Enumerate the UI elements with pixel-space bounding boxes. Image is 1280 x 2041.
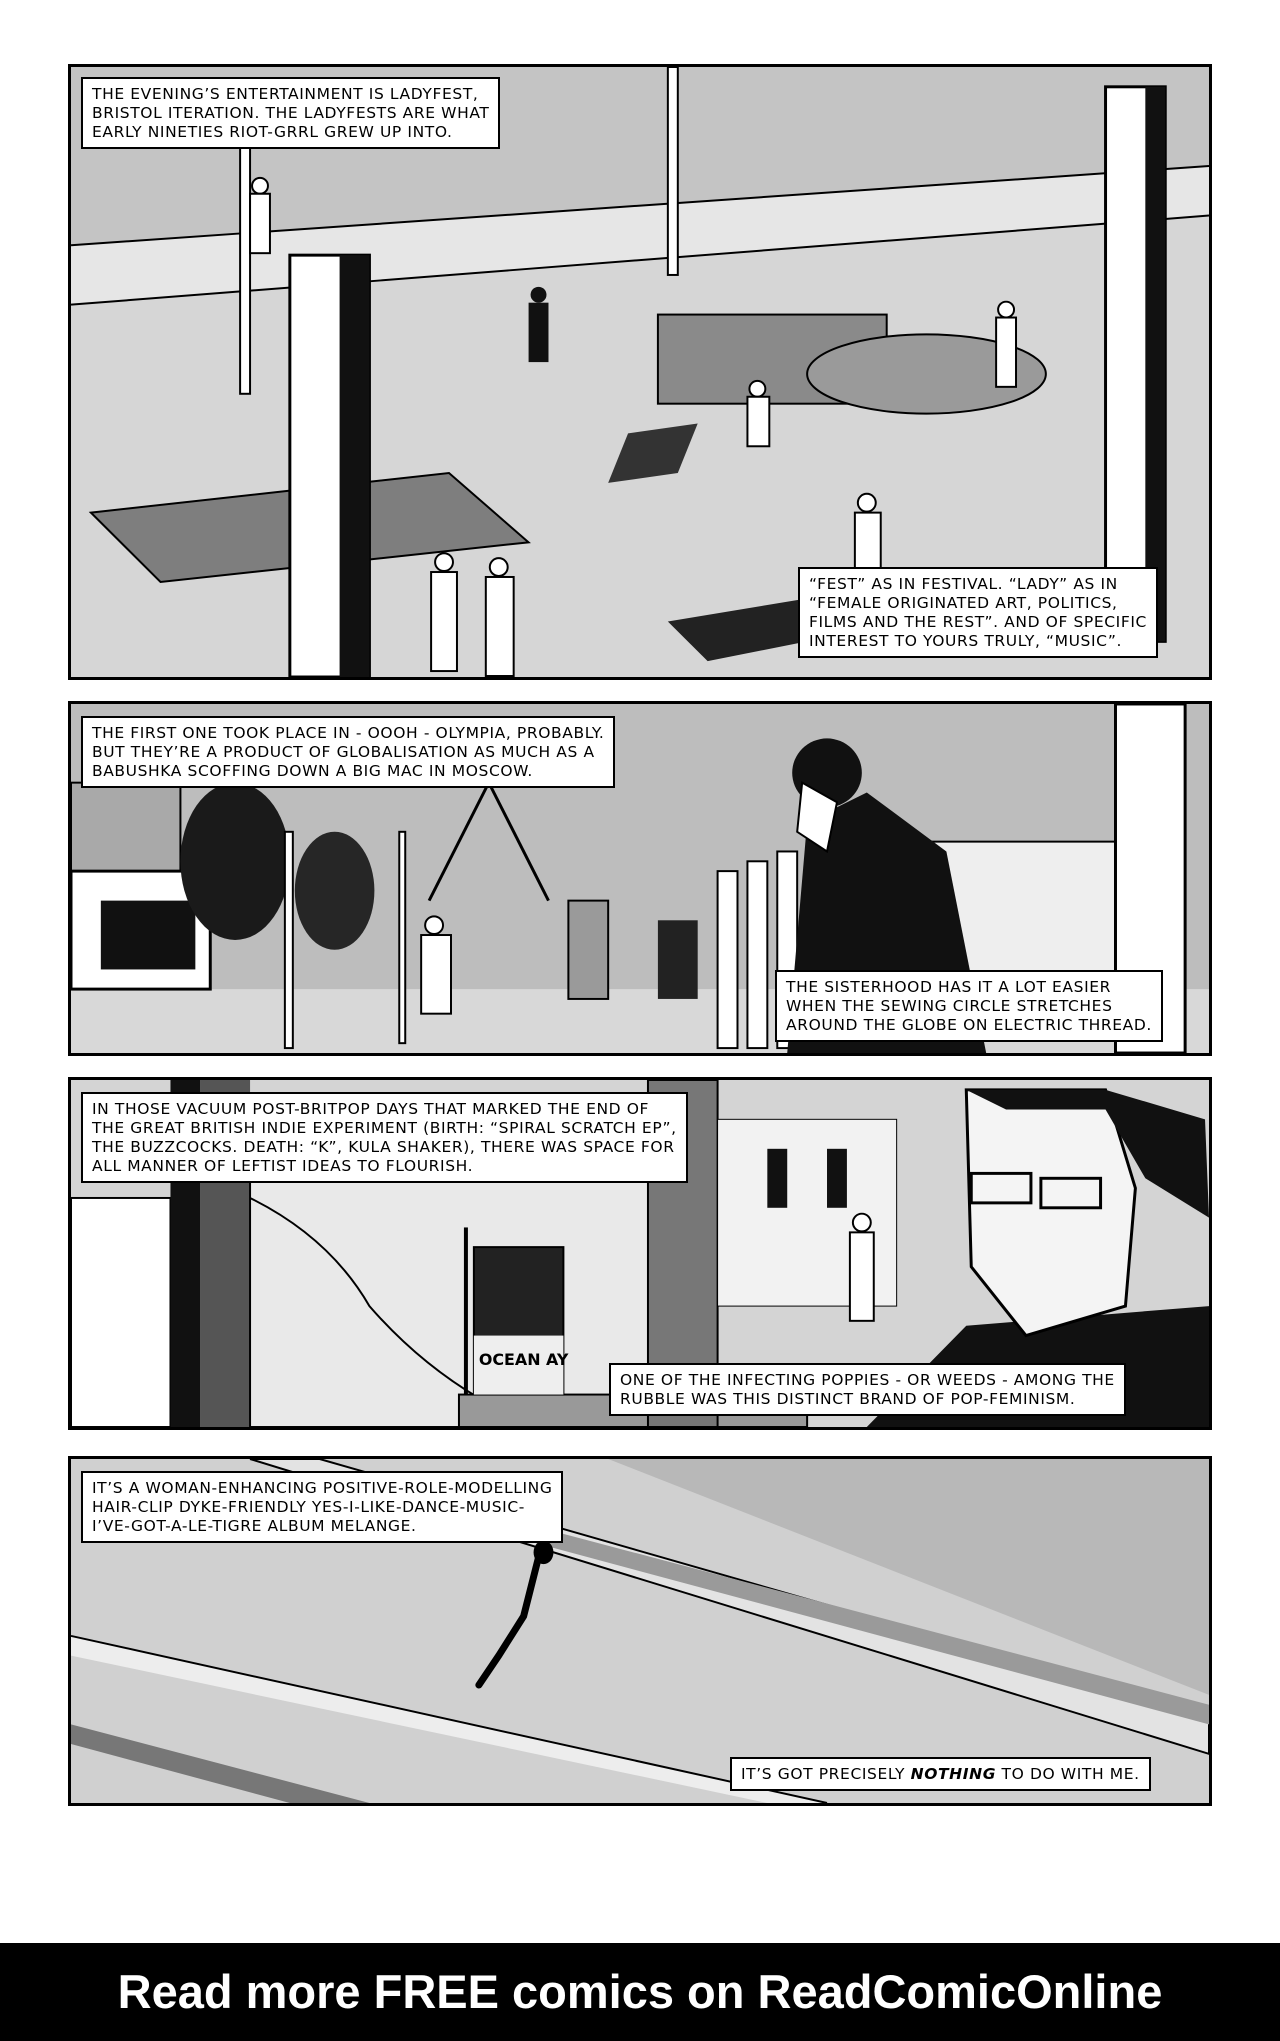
comic-panel-3 bbox=[68, 1077, 1212, 1430]
comic-panel-1 bbox=[68, 64, 1212, 680]
caption-line: THE SISTERHOOD HAS IT A LOT EASIER bbox=[786, 978, 1112, 996]
caption-line bbox=[741, 1765, 1140, 1784]
caption-text-post: TO DO WITH ME. bbox=[996, 1765, 1140, 1783]
caption-line: BRISTOL ITERATION. THE LADYFESTS ARE WHAT bbox=[92, 104, 490, 122]
caption-line: ALL MANNER OF LEFTIST IDEAS TO FLOURISH. bbox=[92, 1157, 474, 1175]
caption-line: ONE OF THE INFECTING POPPIES - OR WEEDS - AMONG THE bbox=[620, 1371, 1115, 1389]
panel-1-caption-1 bbox=[81, 77, 500, 149]
poster-text: OCEAN AY bbox=[478, 1350, 569, 1370]
comic-panel-4 bbox=[68, 1456, 1212, 1806]
caption-line: THE EVENING’S ENTERTAINMENT IS LADYFEST, bbox=[92, 85, 479, 103]
caption-line: IT’S A WOMAN-ENHANCING POSITIVE-ROLE-MODELLING bbox=[92, 1479, 553, 1497]
caption-line: BUT THEY’RE A PRODUCT OF GLOBALISATION AS MUCH AS A bbox=[92, 743, 595, 761]
panel-3-caption-1 bbox=[81, 1092, 688, 1183]
caption-line: IN THOSE VACUUM POST-BRITPOP DAYS THAT MARKED THE END OF bbox=[92, 1100, 650, 1118]
comic-panel-2 bbox=[68, 701, 1212, 1056]
caption-line: THE FIRST ONE TOOK PLACE IN - OOOH - OLYMPIA, PROBABLY. bbox=[92, 724, 605, 742]
caption-line: “FEMALE ORIGINATED ART, POLITICS, bbox=[809, 594, 1118, 612]
caption-line: I’VE-GOT-A-LE-TIGRE ALBUM MELANGE. bbox=[92, 1517, 417, 1535]
panel-3-caption-2 bbox=[609, 1363, 1126, 1416]
caption-line: THE BUZZCOCKS. DEATH: “K”, KULA SHAKER), THERE WAS SPACE FOR bbox=[92, 1138, 675, 1156]
caption-line: BABUSHKA SCOFFING DOWN A BIG MAC IN MOSCOW. bbox=[92, 762, 533, 780]
caption-line: THE GREAT BRITISH INDIE EXPERIMENT (BIRTH: “SPIRAL SCRATCH EP”, bbox=[92, 1119, 677, 1137]
caption-line: INTEREST TO YOURS TRULY, “MUSIC”. bbox=[809, 632, 1123, 650]
promo-banner[interactable]: Read more FREE comics on ReadComicOnline bbox=[0, 1943, 1280, 2041]
caption-line: AROUND THE GLOBE ON ELECTRIC THREAD. bbox=[786, 1016, 1152, 1034]
caption-line: EARLY NINETIES RIOT-GRRL GREW UP INTO. bbox=[92, 123, 453, 141]
panel-2-caption-1 bbox=[81, 716, 615, 788]
caption-line: RUBBLE WAS THIS DISTINCT BRAND OF POP-FEMINISM. bbox=[620, 1390, 1076, 1408]
caption-line: FILMS AND THE REST”. AND OF SPECIFIC bbox=[809, 613, 1147, 631]
panel-2-caption-2 bbox=[775, 970, 1163, 1042]
panel-4-caption-2 bbox=[730, 1757, 1151, 1791]
panel-1-caption-2 bbox=[798, 567, 1158, 658]
caption-line: WHEN THE SEWING CIRCLE STRETCHES bbox=[786, 997, 1113, 1015]
caption-line: “FEST” AS IN FESTIVAL. “LADY” AS IN bbox=[809, 575, 1118, 593]
caption-line: HAIR-CLIP DYKE-FRIENDLY YES-I-LIKE-DANCE-MUSIC- bbox=[92, 1498, 525, 1516]
panel-4-caption-1 bbox=[81, 1471, 563, 1543]
caption-text-pre: IT’S GOT PRECISELY bbox=[741, 1765, 911, 1783]
caption-emphasis: NOTHING bbox=[910, 1765, 997, 1783]
